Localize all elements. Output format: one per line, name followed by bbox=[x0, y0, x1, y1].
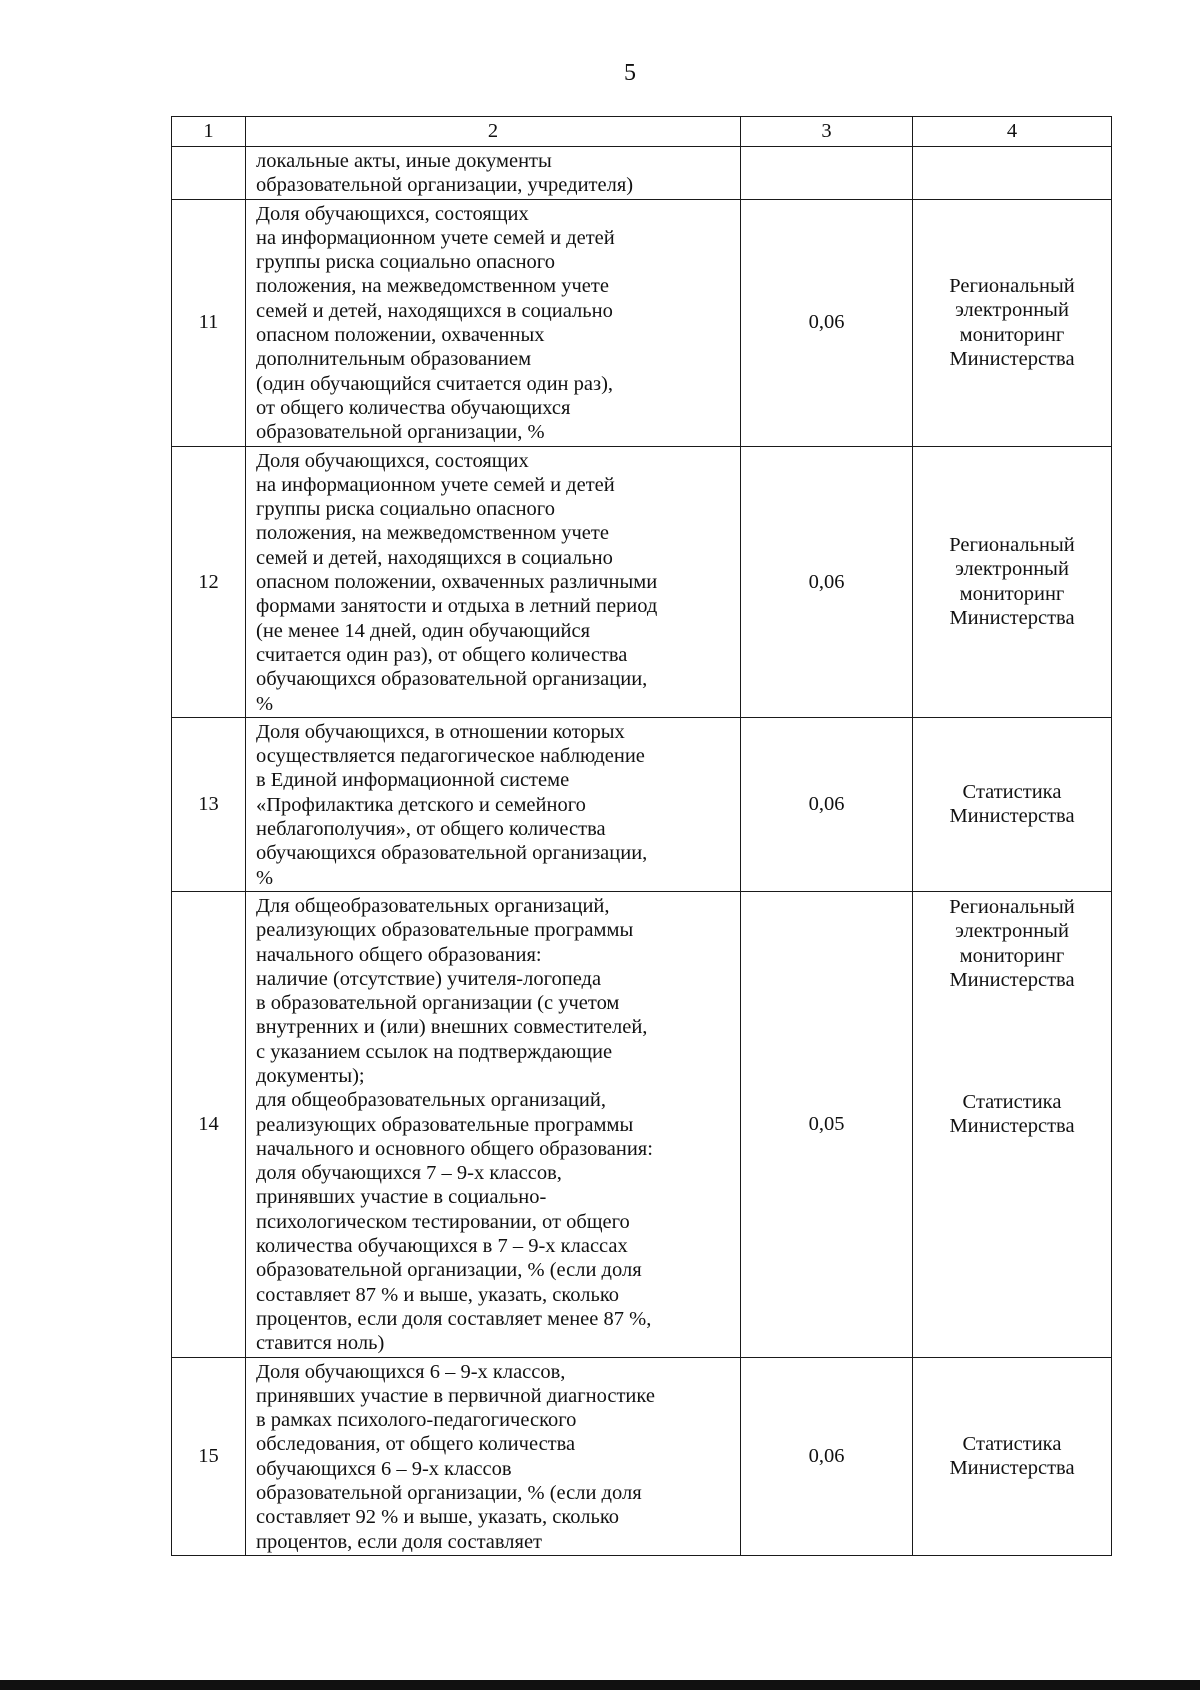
desc-line: в Единой информационной системе bbox=[256, 769, 570, 792]
source-line: мониторинг bbox=[959, 582, 1065, 605]
continuation-source-cell bbox=[913, 147, 1112, 200]
table-row bbox=[172, 446, 1112, 717]
desc-line: группы риска социально опасного bbox=[256, 498, 555, 521]
desc-line: в рамках психолого-педагогического bbox=[256, 1409, 577, 1432]
desc-line: опасном положении, охваченных различными bbox=[256, 571, 658, 594]
source-line: электронный bbox=[955, 299, 1069, 322]
desc-line: на информационном учете семей и детей bbox=[256, 473, 615, 496]
desc-line: количества обучающихся в 7 – 9-х классах bbox=[256, 1235, 628, 1258]
desc-line: % bbox=[256, 866, 274, 889]
desc-line: (один обучающийся считается один раз), bbox=[256, 372, 614, 395]
source-line: Министерства bbox=[949, 968, 1075, 991]
source-group-primary bbox=[913, 895, 1111, 992]
row-number: 13 bbox=[172, 717, 246, 891]
continuation-value-cell bbox=[741, 147, 913, 200]
data-source bbox=[913, 1357, 1112, 1555]
source-group-secondary bbox=[913, 1090, 1111, 1139]
desc-line: считается один раз), от общего количества bbox=[256, 643, 628, 666]
desc-line: процентов, если доля составляет менее 87 %, bbox=[256, 1307, 652, 1330]
desc-line: (не менее 14 дней, один обучающийся bbox=[256, 619, 591, 642]
desc-line: начального и основного общего образования: bbox=[256, 1137, 653, 1160]
header-col-1: 1 bbox=[172, 117, 246, 147]
desc-line: процентов, если доля составляет bbox=[256, 1530, 542, 1553]
desc-line: обучающихся 6 – 9-х классов bbox=[256, 1457, 512, 1480]
desc-line: семей и детей, находящихся в социально bbox=[256, 546, 613, 569]
desc-line: от общего количества обучающихся bbox=[256, 396, 571, 419]
source-line: Региональный bbox=[949, 274, 1075, 297]
indicator-weight: 0,06 bbox=[741, 199, 913, 446]
row-number: 11 bbox=[172, 199, 246, 446]
desc-line: составляет 92 % и выше, указать, сколько bbox=[256, 1506, 619, 1529]
source-line: Министерства bbox=[949, 805, 1075, 828]
desc-line: образовательной организации, % bbox=[256, 421, 545, 444]
row-number: 15 bbox=[172, 1357, 246, 1555]
source-line: Региональный bbox=[949, 895, 1075, 918]
continuation-row bbox=[172, 147, 1112, 200]
row-number: 12 bbox=[172, 446, 246, 717]
desc-line: образовательной организации, учредителя) bbox=[256, 174, 634, 197]
desc-line: реализующих образовательные программы bbox=[256, 1113, 634, 1136]
data-source bbox=[913, 891, 1112, 1357]
indicator-weight: 0,05 bbox=[741, 891, 913, 1357]
source-line: Министерства bbox=[949, 347, 1075, 370]
indicator-description bbox=[246, 446, 741, 717]
header-col-4: 4 bbox=[913, 117, 1112, 147]
table-row bbox=[172, 891, 1112, 1357]
desc-line: % bbox=[256, 692, 274, 715]
source-line: Министерства bbox=[949, 1457, 1075, 1480]
table-header-row bbox=[172, 117, 1112, 147]
desc-line: локальные акты, иные документы bbox=[256, 150, 552, 172]
indicator-weight: 0,06 bbox=[741, 446, 913, 717]
source-line: Статистика bbox=[962, 1091, 1062, 1114]
desc-line: принявших участие в социально- bbox=[256, 1186, 547, 1209]
source-line: мониторинг bbox=[959, 944, 1065, 967]
desc-line: Доля обучающихся, в отношении которых bbox=[256, 720, 625, 743]
table-row bbox=[172, 199, 1112, 446]
indicator-description bbox=[246, 199, 741, 446]
data-source bbox=[913, 199, 1112, 446]
indicator-description bbox=[246, 891, 741, 1357]
desc-line: группы риска социально опасного bbox=[256, 251, 555, 274]
desc-line: психологическом тестировании, от общего bbox=[256, 1210, 630, 1233]
desc-line: формами занятости и отдыха в летний период bbox=[256, 595, 658, 618]
desc-line: обучающихся образовательной организации, bbox=[256, 842, 648, 865]
desc-line: реализующих образовательные программы bbox=[256, 919, 634, 942]
indicators-table bbox=[171, 116, 1112, 1556]
source-line: Статистика bbox=[962, 781, 1062, 804]
indicator-weight: 0,06 bbox=[741, 1357, 913, 1555]
header-col-2: 2 bbox=[246, 117, 741, 147]
desc-line: обучающихся образовательной организации, bbox=[256, 668, 648, 691]
desc-line: внутренних и (или) внешних совместителей, bbox=[256, 1016, 648, 1039]
source-line: электронный bbox=[955, 558, 1069, 581]
row-number: 14 bbox=[172, 891, 246, 1357]
desc-line: начального общего образования: bbox=[256, 943, 542, 966]
continuation-desc-cell bbox=[246, 147, 741, 200]
desc-line: для общеобразовательных организаций, bbox=[256, 1089, 606, 1112]
desc-line: положения, на межведомственном учете bbox=[256, 522, 609, 545]
desc-line: Доля обучающихся, состоящих bbox=[256, 449, 529, 472]
desc-line: документы); bbox=[256, 1064, 365, 1087]
source-spacer bbox=[913, 992, 1111, 1090]
table-row bbox=[172, 717, 1112, 891]
desc-line: наличие (отсутствие) учителя-логопеда bbox=[256, 967, 602, 990]
indicator-weight: 0,06 bbox=[741, 717, 913, 891]
desc-line: семей и детей, находящихся в социально bbox=[256, 299, 613, 322]
desc-line: неблагополучия», от общего количества bbox=[256, 818, 606, 841]
desc-line: положения, на межведомственном учете bbox=[256, 275, 609, 298]
continuation-num-cell bbox=[172, 147, 246, 200]
scan-bottom-edge bbox=[0, 1680, 1200, 1690]
desc-line: осуществляется педагогическое наблюдение bbox=[256, 745, 645, 768]
indicator-description bbox=[246, 717, 741, 891]
desc-line: образовательной организации, % (если доля bbox=[256, 1259, 642, 1282]
source-line: Региональный bbox=[949, 534, 1075, 557]
desc-line: ставится ноль) bbox=[256, 1332, 385, 1355]
data-source bbox=[913, 717, 1112, 891]
source-line: Статистика bbox=[962, 1432, 1062, 1455]
desc-line: дополнительным образованием bbox=[256, 348, 532, 371]
data-source bbox=[913, 446, 1112, 717]
indicator-description bbox=[246, 1357, 741, 1555]
desc-line: опасном положении, охваченных bbox=[256, 324, 545, 347]
desc-line: в образовательной организации (с учетом bbox=[256, 992, 620, 1015]
desc-line: образовательной организации, % (если доля bbox=[256, 1482, 642, 1505]
desc-line: принявших участие в первичной диагностике bbox=[256, 1384, 655, 1407]
desc-line: Доля обучающихся 6 – 9-х классов, bbox=[256, 1360, 566, 1383]
page-number: 5 bbox=[624, 60, 636, 86]
desc-line: доля обучающихся 7 – 9-х классов, bbox=[256, 1162, 562, 1185]
desc-line: на информационном учете семей и детей bbox=[256, 226, 615, 249]
source-line: Министерства bbox=[949, 606, 1075, 629]
table-row bbox=[172, 1357, 1112, 1555]
desc-line: обследования, от общего количества bbox=[256, 1433, 576, 1456]
desc-line: составляет 87 % и выше, указать, сколько bbox=[256, 1283, 619, 1306]
desc-line: с указанием ссылок на подтверждающие bbox=[256, 1040, 613, 1063]
desc-line: Доля обучающихся, состоящих bbox=[256, 202, 529, 225]
source-line: электронный bbox=[955, 920, 1069, 943]
source-line: Министерства bbox=[949, 1115, 1075, 1138]
desc-line: Для общеобразовательных организаций, bbox=[256, 894, 610, 917]
source-line: мониторинг bbox=[959, 323, 1065, 346]
desc-line: «Профилактика детского и семейного bbox=[256, 793, 586, 816]
header-col-3: 3 bbox=[741, 117, 913, 147]
